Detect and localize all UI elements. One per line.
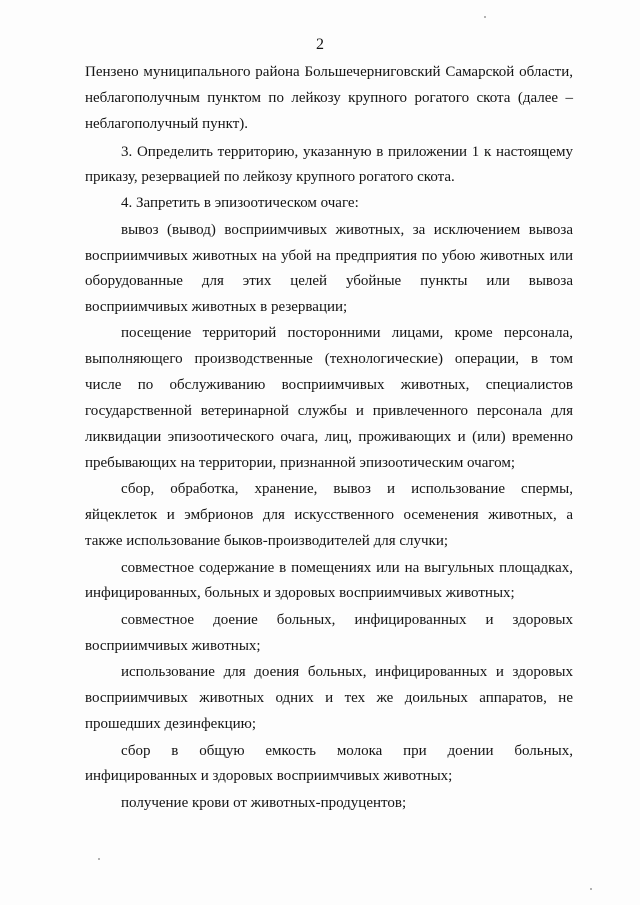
text-line: инфицированных, больных и здоровых восприимчивых животных;	[85, 585, 515, 601]
text-line: вывоз (вывод) восприимчивых животных, за исключением вывоза	[121, 222, 573, 238]
text-line: 4. Запретить в эпизоотическом очаге:	[121, 195, 359, 211]
text-line: получение крови от животных-продуцентов;	[121, 795, 407, 811]
text-line: неблагополучным пунктом по лейкозу крупного рогатого скота (далее –	[85, 90, 573, 106]
text-line: числе по обслуживанию восприимчивых животных, специалистов	[85, 377, 573, 393]
text-line: совместное доение больных, инфицированных и здоровых	[121, 612, 573, 628]
text-line: восприимчивых животных одних и тех же доильных аппаратов, не	[85, 690, 573, 706]
text-line: совместное содержание в помещениях или на выгульных площадках,	[121, 560, 573, 576]
text-line: выполняющего производственные (технологические) операции, в том	[85, 351, 573, 367]
text-line: яйцеклеток и эмбрионов для искусственного осеменения животных, а	[85, 507, 573, 523]
text-line: ликвидации эпизоотического очага, лиц, проживающих и (или) временно	[85, 429, 573, 445]
text-line: приказу, резервацией по лейкозу крупного рогатого скота.	[85, 169, 455, 185]
text-line: Пензено муниципального района Большечерниговский Самарской области,	[85, 64, 573, 80]
text-line: 3. Определить территорию, указанную в приложении 1 к настоящему	[121, 144, 573, 160]
text-line: также использование быков-производителей для случки;	[85, 533, 449, 549]
scan-speck	[590, 888, 592, 890]
text-line: восприимчивых животных на убой на предприятия по убою животных или	[85, 248, 573, 264]
text-line: сбор, обработка, хранение, вывоз и использование спермы,	[121, 481, 573, 497]
text-line: посещение территорий посторонними лицами, кроме персонала,	[121, 325, 573, 341]
text-line: использование для доения больных, инфицированных и здоровых	[121, 664, 573, 680]
text-line: восприимчивых животных;	[85, 638, 261, 654]
text-line: прошедших дезинфекцию;	[85, 716, 257, 732]
scan-speck	[484, 16, 486, 18]
text-line: оборудованные для этих целей убойные пункты или вывоза	[85, 273, 573, 289]
scan-speck	[98, 858, 100, 860]
text-line: восприимчивых животных в резервации;	[85, 299, 348, 315]
text-line: государственной ветеринарной службы и привлеченного персонала для	[85, 403, 573, 419]
text-line: сбор в общую емкость молока при доении больных,	[121, 743, 573, 759]
text-line: инфицированных и здоровых восприимчивых животных;	[85, 768, 453, 784]
text-line: неблагополучный пункт).	[85, 116, 249, 132]
text-line: пребывающих на территории, признанной эпизоотическим очагом;	[85, 455, 516, 471]
page-number: 2	[316, 36, 324, 53]
